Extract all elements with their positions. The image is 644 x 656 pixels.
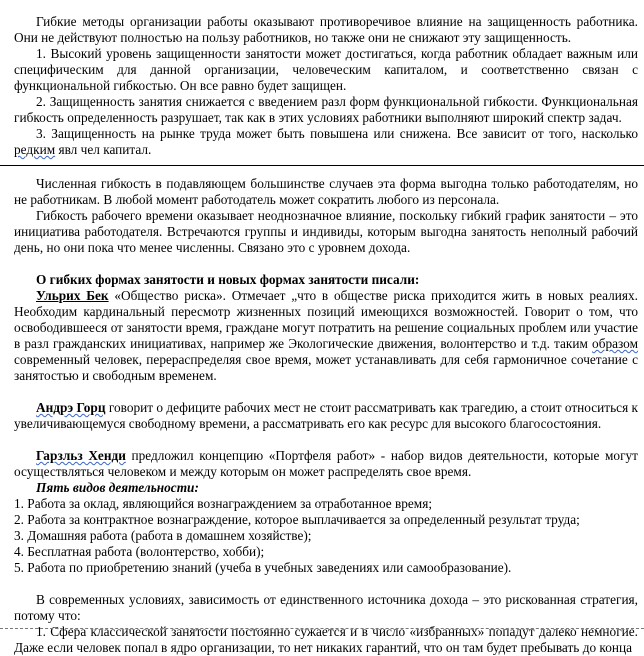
paragraph-beck: [14, 288, 638, 384]
paragraph-time-flexibility: Гибкость рабочего времени оказывает неоднозначное влияние, поскольку гибкий график занятости – это инициатива работодателя. Встречаются группы и индивиды, которым выгодна занятость неполный рабочий день, но они пока что менее численны. Связано это с уровнем дохода.: [14, 208, 638, 255]
spellcheck-word: образом: [592, 336, 638, 351]
author-handy: Гарзльз Хенди: [36, 448, 126, 463]
spellcheck-word: редким: [14, 142, 56, 157]
beck-text-c: современный человек, перераспределяя свое время, может устанавливать для себя гармоничное сочетание с занятостью и свободным временем.: [14, 352, 638, 383]
handy-text: предложил концепцию «Портфеля работ» - набор видов деятельности, которые могут осуществляться человеком и между которым он может распределять свое время.: [14, 448, 638, 479]
section-two: [14, 176, 638, 656]
paragraph-handy: [14, 448, 638, 480]
section-divider: [0, 165, 644, 166]
item-3-text-c: явл чел капитал.: [55, 142, 152, 157]
author-gorz: Андрэ Горц: [36, 400, 106, 415]
bottom-divider: [0, 628, 644, 629]
list-item: 2. Работа за контрактное вознаграждение, которое выплачивается за определенный результат труда;: [14, 512, 580, 527]
section-heading: О гибких формах занятости и новых формах занятости писали:: [36, 272, 420, 287]
five-types-heading: Пять видов деятельности:: [36, 480, 199, 495]
list-item: 1. Работа за оклад, являющийся вознаграждением за отработанное время;: [14, 496, 433, 511]
paragraph-intro: Гибкие методы организации работы оказывают противоречивое влияние на защищенность работника. Они не действуют полностью на пользу работников, но также они не снижают эту защищенность.: [14, 14, 638, 45]
list-item: 4. Бесплатная работа (волонтерство, хобби);: [14, 544, 265, 559]
item-3-text-a: 3. Защищенность на рынке труда может быть повышена или снижена. Все зависит от того, насколько: [36, 126, 638, 141]
author-beck: Ульрих Бек: [36, 288, 109, 303]
paragraph-item-1: 1. Высокий уровень защищенности занятости может достигаться, когда работник обладает важным или специфическим для данной организации, человеческим капиталом, и соответственно связан с функциональной гибкостью. Он все равно будет защищен.: [14, 46, 638, 93]
beck-text-a: «Общество риска». Отмечает „что в обществе риска приходится жить в новых реалиях. Необходим кардинальный пересмотр жизненных позиций имеющихся возможностей. Говорит о том, что освободившееся от занятости время, граждане могут потратить на решение социальных проблем или участие в разл гражданских инициативах, например же Экологические движения, волонтерство и т.д. таким: [14, 288, 638, 351]
paragraph-numeric-flexibility: Численная гибкость в подавляющем большинстве случаев эта форма выгодна только работодателям, но не работникам. В любой момент работодатель может сократить любого из персонала.: [14, 176, 638, 207]
paragraph-modern: В современных условиях, зависимость от единственного источника дохода – это рискованная стратегия, потому что:: [14, 592, 638, 623]
section-one: [14, 14, 638, 158]
list-item: 3. Домашняя работа (работа в домашнем хозяйстве);: [14, 528, 312, 543]
list-item: 5. Работа по приобретению знаний (учеба в учебных заведениях или самообразование).: [14, 560, 512, 575]
paragraph-last: 1. Сфера классической занятости постоянно сужается и в число «избранных» попадут далеко немногие. Даже если человек попал в ядро организации, то нет никаких гарантий, что он там будет пребывать до конца: [14, 624, 638, 655]
gorz-text: говорит о дефиците рабочих мест не стоит рассматривать как трагедию, а стоит относиться к увеличивающемуся свободному времени, а рассматривать его как ресурс для высокого благосостояния.: [14, 400, 639, 431]
paragraph-item-2: 2. Защищенность занятия снижается с введением разл форм функциональной гибкости. Функциональная гибкость определенность разрушает, так как в этих условиях работники выполняют широкий спектр задач.: [14, 94, 638, 125]
paragraph-gorz: [14, 400, 638, 432]
paragraph-item-3: [14, 126, 638, 158]
